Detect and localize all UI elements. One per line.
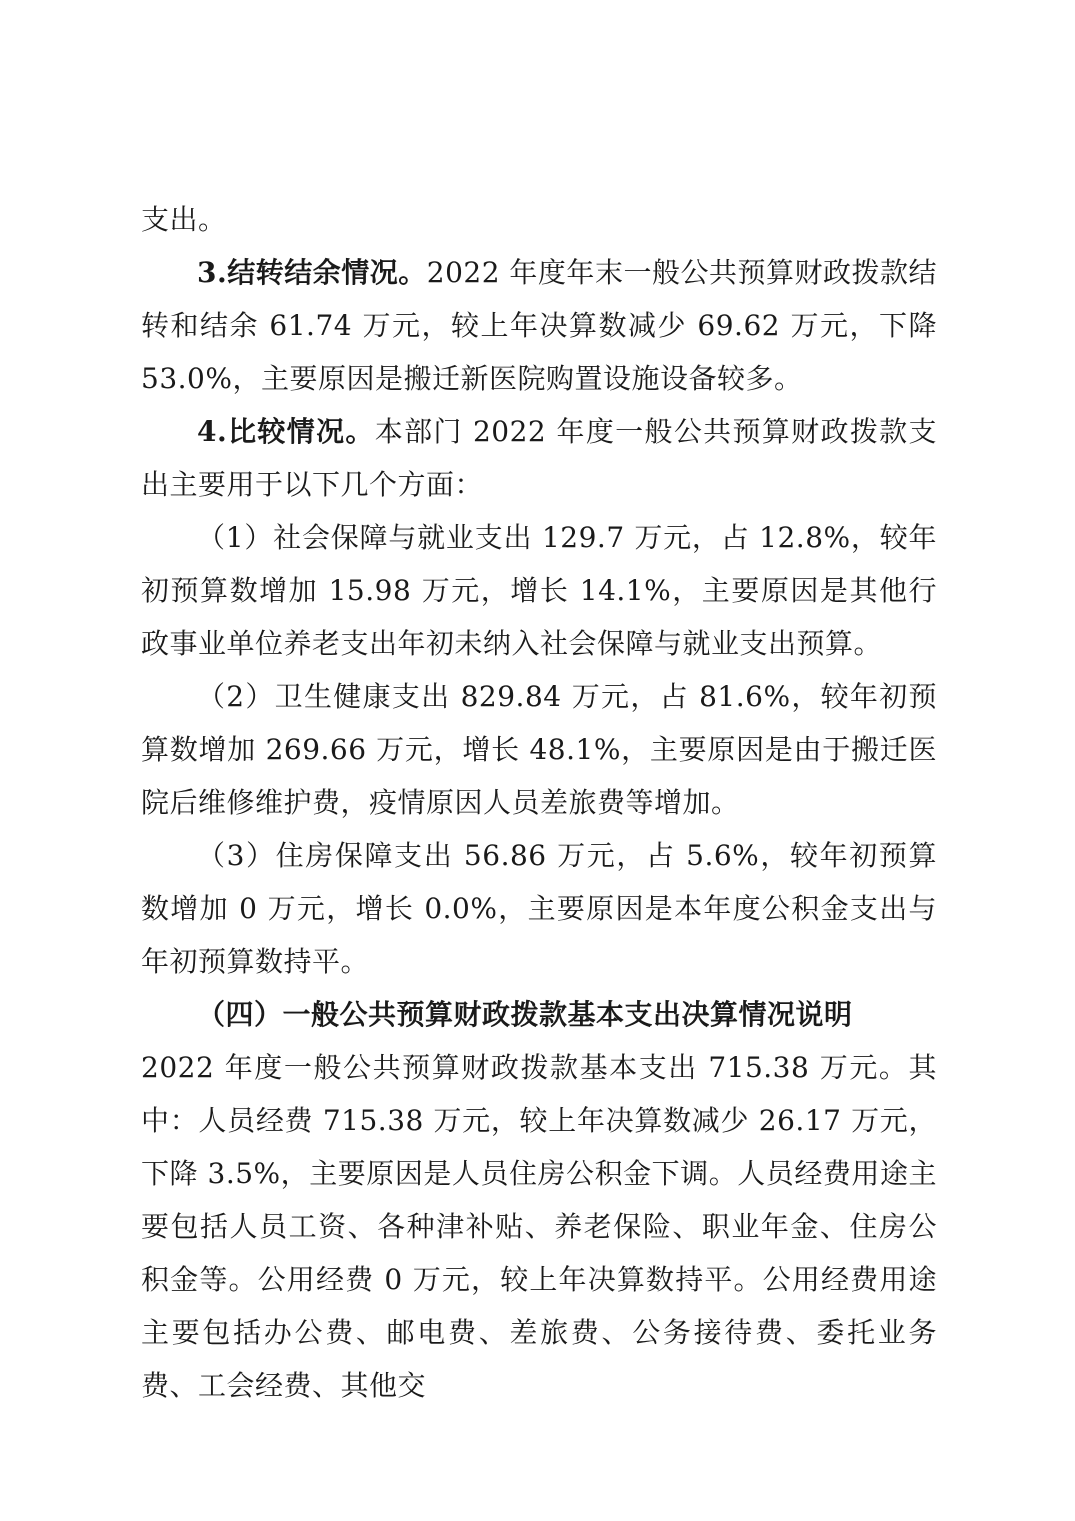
paragraph-housing: （3）住房保障支出 56.86 万元，占 5.6%，较年初预算数增加 0 万元，增长 0.0%，主要原因是本年度公积金支出与年初预算数持平。 xyxy=(141,839,937,978)
paragraph-text-comparison: 本部门 2022 年度一般公共预算财政拨款支出主要用于以下几个方面： xyxy=(141,415,938,501)
document-body xyxy=(141,193,937,1412)
paragraph-continuation: 支出。 xyxy=(141,203,227,236)
paragraph-basic-expenditure: 2022 年度一般公共预算财政拨款基本支出 715.38 万元。其中：人员经费 715.38 万元，较上年决算数减少 26.17 万元，下降 3.5%，主要原因是人员住房公积金下调。人员经费用途主要包括人员工资、各种津补贴、养老保险、职业年金、住房公积金等。公用经费 0 万元，较上年决算数持平。公用经费用途主要包括办公费、邮电费、差旅费、公务接待费、委托业务费、工会经费、其他交 xyxy=(141,1051,937,1402)
paragraph-text-carryover: 2022 年度年末一般公共预算财政拨款结转和结余 61.74 万元，较上年决算数减少 69.62 万元，下降 53.0%，主要原因是搬迁新医院购置设施设备较多。 xyxy=(141,256,937,395)
paragraph-carryover-balance xyxy=(141,246,937,405)
paragraph-health: （2）卫生健康支出 829.84 万元，占 81.6%，较年初预算数增加 269.66 万元，增长 48.1%，主要原因是由于搬迁医院后维修维护费，疫情原因人员差旅费等增加。 xyxy=(141,680,937,819)
section-heading-basic-expenditure: （四）一般公共预算财政拨款基本支出决算情况说明 xyxy=(197,998,853,1031)
paragraph-lead-carryover: 3.结转结余情况。 xyxy=(197,256,427,289)
paragraph-comparison xyxy=(141,405,937,511)
paragraph-lead-comparison: 4.比较情况。 xyxy=(197,415,375,448)
paragraph-social-security: （1）社会保障与就业支出 129.7 万元，占 12.8%，较年初预算数增加 15.98 万元，增长 14.1%，主要原因是其他行政事业单位养老支出年初未纳入社会保障与就业支出预算。 xyxy=(141,521,937,660)
